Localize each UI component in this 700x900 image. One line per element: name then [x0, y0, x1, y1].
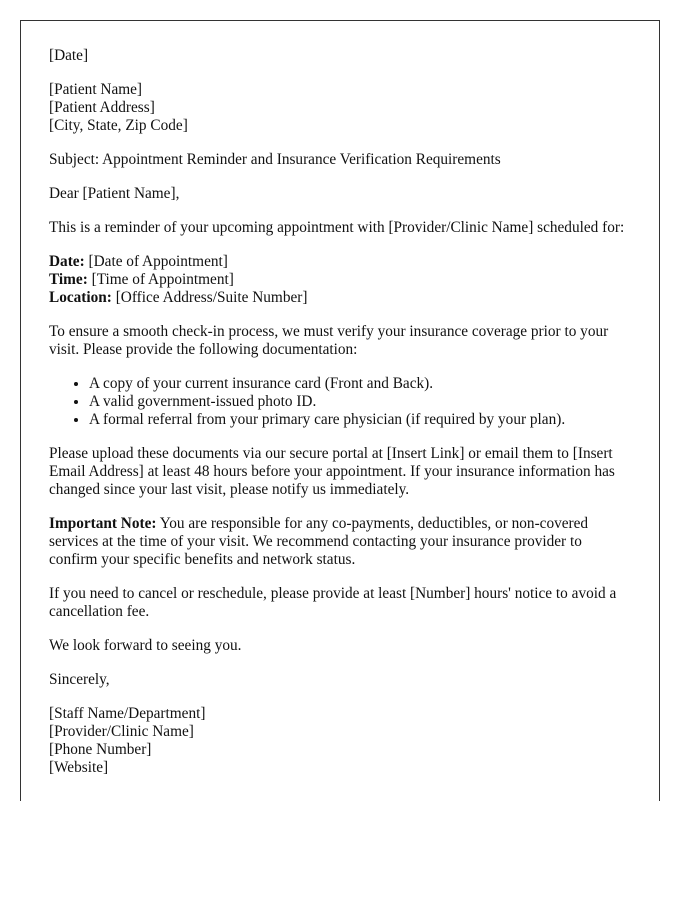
signoff: Sincerely,	[49, 671, 110, 688]
upload-instructions: Please upload these documents via our secure portal at [Insert Link] or email them to [Insert Email Address] at least 48 hours before your appointment. If your insurance information has changed since your last visit, please notify us immediately.	[49, 445, 615, 498]
signature-phone: [Phone Number]	[49, 741, 152, 758]
list-item: • A valid government-issued photo ID.	[89, 393, 631, 411]
appointment-details	[49, 253, 631, 307]
cancellation-policy: If you need to cancel or reschedule, please provide at least [Number] hours' notice to avoid a cancellation fee.	[49, 585, 617, 620]
appointment-location	[49, 289, 631, 307]
recipient-city-state-zip: [City, State, Zip Code]	[49, 117, 188, 134]
appointment-date	[49, 253, 631, 271]
recipient-name: [Patient Name]	[49, 81, 143, 98]
signature-block	[49, 705, 631, 777]
important-note	[49, 515, 631, 569]
appointment-date-label: Date:	[49, 253, 85, 270]
appointment-time	[49, 271, 631, 289]
signature-clinic: [Provider/Clinic Name]	[49, 723, 194, 740]
signature-website: [Website]	[49, 759, 109, 776]
important-note-label: Important Note:	[49, 515, 157, 532]
salutation: Dear [Patient Name],	[49, 185, 180, 202]
signature-staff: [Staff Name/Department]	[49, 705, 206, 722]
appointment-date-value: [Date of Appointment]	[84, 253, 228, 270]
appointment-time-label: Time:	[49, 271, 88, 288]
appointment-location-label: Location:	[49, 289, 112, 306]
appointment-location-value: [Office Address/Suite Number]	[111, 289, 308, 306]
verification-intro: To ensure a smooth check-in process, we must verify your insurance coverage prior to your visit. Please provide the following documentation:	[49, 323, 609, 358]
appointment-time-value: [Time of Appointment]	[87, 271, 234, 288]
intro-paragraph: This is a reminder of your upcoming appointment with [Provider/Clinic Name] scheduled for:	[49, 219, 625, 236]
list-item: • A formal referral from your primary care physician (if required by your plan).	[89, 411, 631, 429]
subject-line: Subject: Appointment Reminder and Insurance Verification Requirements	[49, 151, 501, 168]
closing-line: We look forward to seeing you.	[49, 637, 242, 654]
recipient-address: [Patient Address]	[49, 99, 155, 116]
documents-list	[49, 375, 631, 429]
list-item: • A copy of your current insurance card (Front and Back).	[89, 375, 631, 393]
important-note-text: You are responsible for any co-payments, deductibles, or non-covered services at the time of your visit. We recommend contacting your insurance provider to confirm your specific benefits and network status.	[49, 515, 589, 568]
recipient-block	[49, 81, 631, 135]
letter-page	[20, 20, 660, 801]
letter-date: [Date]	[49, 47, 89, 64]
